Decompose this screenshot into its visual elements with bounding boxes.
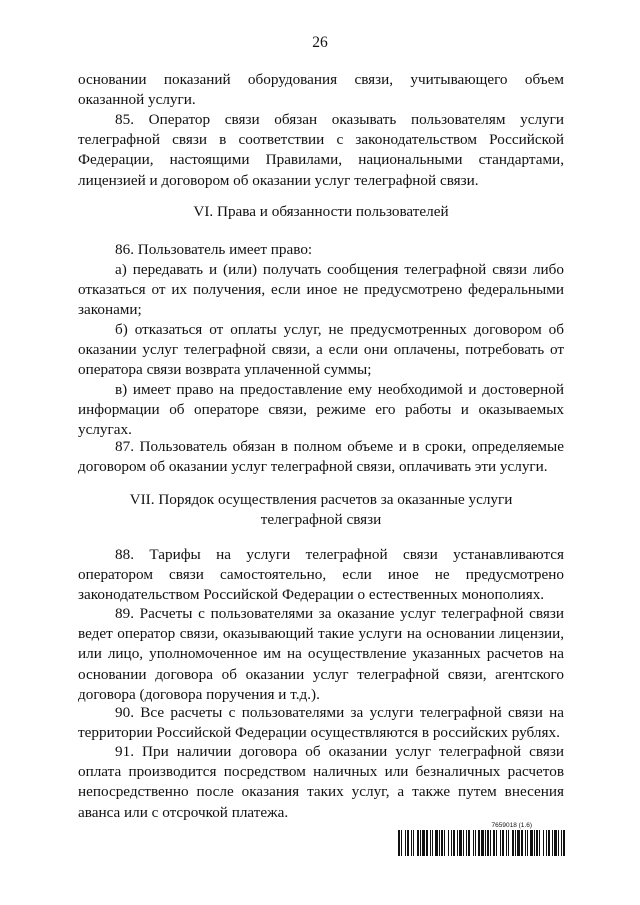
barcode-bar xyxy=(466,830,467,856)
section-heading-vi: VI. Права и обязанности пользователей xyxy=(193,203,449,220)
barcode-bar xyxy=(558,830,559,856)
barcode-block xyxy=(398,822,566,856)
barcode-bar xyxy=(536,830,538,856)
barcode-bar xyxy=(411,830,412,856)
paragraph-87: 87. Пользователь обязан в полном объеме и в сроки, определяемые договором об оказании услуг телеграфной связи, оплачивать эти услуги. xyxy=(78,438,564,476)
barcode-bar xyxy=(463,830,464,856)
barcode-bar xyxy=(481,830,484,856)
barcode-bar xyxy=(426,830,428,856)
barcode-bar xyxy=(543,830,544,856)
barcode-bar xyxy=(401,830,402,856)
barcode-bar xyxy=(525,830,526,856)
paragraph-86-c: в) имеет право на предоставление ему необходимой и достоверной информации об операторе связи, режиме его работы и оказываемых услугах. xyxy=(78,381,564,439)
barcode-bar xyxy=(539,830,540,856)
barcode-bar xyxy=(441,830,443,856)
barcode-bar xyxy=(490,830,491,856)
barcode-bar xyxy=(448,830,449,856)
paragraph-86-b: б) отказаться от оплаты услуг, не предусмотренных договором об оказании услуг телеграфной связи, а если они оплачены, потребовать от оператора связи возврата уплаченной суммы; xyxy=(78,321,564,379)
barcode-bar xyxy=(453,830,455,856)
barcode-bar xyxy=(527,830,528,856)
barcode-bar xyxy=(502,830,504,856)
page-number: 26 xyxy=(312,34,328,51)
barcode-bar xyxy=(435,830,438,856)
barcode-bar xyxy=(475,830,476,856)
barcode-bar xyxy=(561,830,562,856)
barcode-bar xyxy=(407,830,409,856)
paragraph-89: 89. Расчеты с пользователями за оказание услуг телеграфной связи ведет оператор связи, оказывающий такие услуги на основании лицензии, или лицо, уполномоченное им на осуществление указанных расчетов на основании договора об оказании услуг телеграфной связи, агентского договора (договора поручения и т.д.). xyxy=(78,605,564,703)
barcode-bar xyxy=(485,830,486,856)
barcode-bar xyxy=(432,830,433,856)
barcode-bar xyxy=(534,830,535,856)
barcode-bar xyxy=(413,830,414,856)
barcode-bar xyxy=(487,830,489,856)
barcode-bar xyxy=(468,830,470,856)
barcode-bar xyxy=(430,830,431,856)
barcode-bar xyxy=(508,830,509,856)
barcode-bar xyxy=(512,830,514,856)
section-heading-vii: VII. Порядок осуществления расчетов за оказанные услуги телеграфной связи xyxy=(129,491,513,529)
paragraph-90: 90. Все расчеты с пользователями за услуги телеграфной связи на территории Российской Федерации осуществляются в российских рублях. xyxy=(78,704,564,742)
barcode-bar xyxy=(473,830,474,856)
barcode-bar xyxy=(554,830,557,856)
paragraph-86: 86. Пользователь имеет право: xyxy=(115,241,313,258)
barcode-bar xyxy=(422,830,425,856)
barcode-bar xyxy=(500,830,501,856)
barcode-bar xyxy=(506,830,507,856)
barcode-bar xyxy=(444,830,445,856)
barcode-bar xyxy=(398,830,400,856)
barcode-bar xyxy=(439,830,440,856)
barcode-bar xyxy=(478,830,480,856)
barcode-code: 7659018 (1.6) xyxy=(491,822,532,829)
barcode-bar xyxy=(521,830,523,856)
barcode-bar xyxy=(515,830,516,856)
paragraph-88: 88. Тарифы на услуги телеграфной связи устанавливаются оператором связи самостоятельно, если иное не предусмотрено законодательством Российской Федерации о естественных монополиях. xyxy=(78,546,564,604)
barcode-bar xyxy=(546,830,547,856)
barcode-bar xyxy=(517,830,520,856)
paragraph-91: 91. При наличии договора об оказании услуг телеграфной связи оплата производится посредством наличных или безналичных расчетов непосредственно после оказания таких услуг, а также путем внесения аванса или с отсрочкой платежа. xyxy=(78,743,564,821)
barcode-bar xyxy=(457,830,458,856)
barcode-bar xyxy=(417,830,419,856)
paragraph-86-a: а) передавать и (или) получать сообщения телеграфной связи либо отказаться от их получения, если иное не предусмотрено федеральными законами; xyxy=(78,261,564,319)
barcode-bar xyxy=(530,830,533,856)
barcode-image xyxy=(398,830,566,856)
barcode-bar xyxy=(563,830,565,856)
barcode-bar xyxy=(552,830,553,856)
barcode-bar xyxy=(405,830,406,856)
barcode-bar xyxy=(548,830,550,856)
barcode-bar xyxy=(496,830,497,856)
paragraph-continuation: основании показаний оборудования связи, учитывающего объем оказанной услуги. xyxy=(78,71,564,109)
barcode-bar xyxy=(493,830,495,856)
barcode-bar xyxy=(459,830,462,856)
barcode-bar xyxy=(451,830,452,856)
paragraph-85: 85. Оператор связи обязан оказывать пользователям услуги телеграфной связи в соответствии с законодательством Российской Федерации, настоящими Правилами, национальными стандартами, лицензией и договором об оказании услуг телеграфной связи. xyxy=(78,111,564,189)
barcode-bar xyxy=(420,830,421,856)
